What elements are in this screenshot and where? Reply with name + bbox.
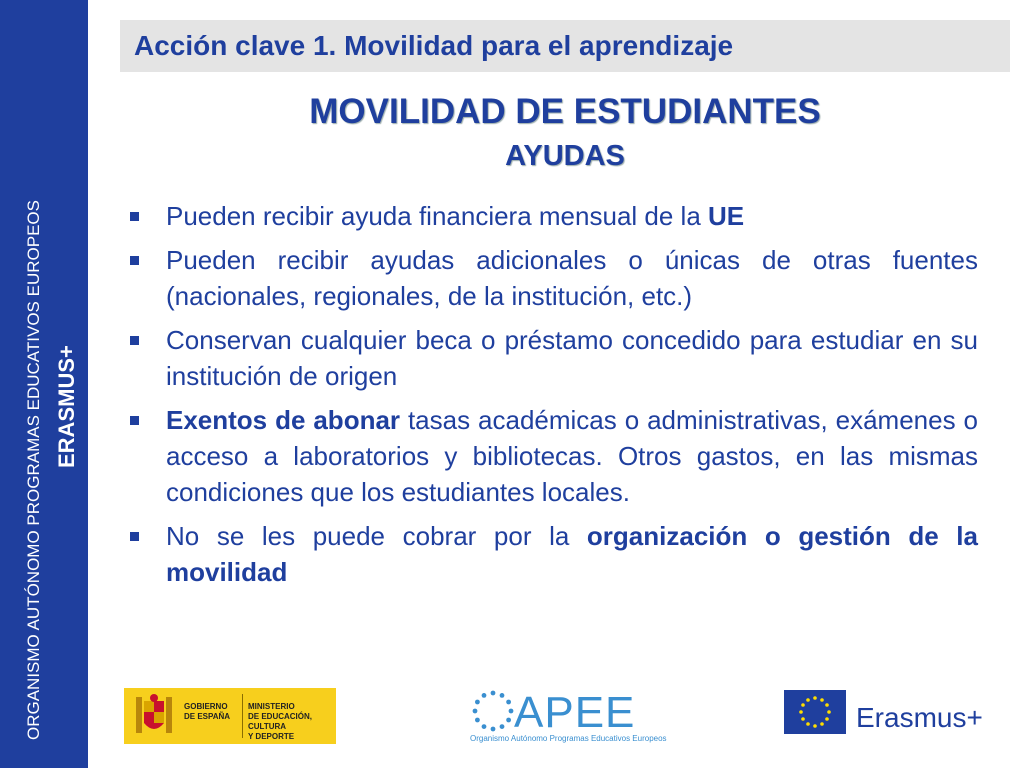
bullet-square-icon bbox=[130, 212, 139, 221]
main-title: MOVILIDAD DE ESTUDIANTES bbox=[309, 92, 821, 131]
header-bar bbox=[120, 20, 1010, 72]
bullet-item: Pueden recibir ayuda financiera mensual de la UE bbox=[128, 198, 978, 234]
eu-flag-icon bbox=[784, 690, 846, 734]
bullet-square-icon bbox=[130, 416, 139, 425]
gobierno-logo bbox=[124, 688, 336, 744]
coat-of-arms-icon bbox=[132, 693, 176, 739]
sidebar bbox=[0, 0, 88, 768]
bullet-square-icon bbox=[130, 256, 139, 265]
bullet-item: Exentos de abonar tasas académicas o administrativas, exámenes o acceso a laboratorios y bibliotecas. Otros gastos, en las mismas condiciones que los estudiantes locales. bbox=[128, 402, 978, 510]
apee-wordmark: APEE bbox=[514, 688, 636, 737]
ministerio-text: MINISTERIO DE EDUCACIÓN, CULTURA Y DEPORTE bbox=[248, 702, 313, 741]
erasmus-wordmark: Erasmus+ bbox=[856, 702, 983, 733]
gobierno-text: GOBIERNO DE ESPAÑA bbox=[184, 702, 231, 721]
bullet-list bbox=[128, 198, 978, 598]
apee-logo bbox=[470, 686, 670, 750]
sidebar-brand-text: ERASMUS+ bbox=[54, 345, 79, 468]
header-title: Acción clave 1. Movilidad para el aprendizaje bbox=[134, 30, 734, 61]
bullet-square-icon bbox=[130, 532, 139, 541]
sidebar-organization-text: ORGANISMO AUTÓNOMO PROGRAMAS EDUCATIVOS EUROPEOS bbox=[24, 200, 43, 740]
bullet-item: Conservan cualquier beca o préstamo concedido para estudiar en su institución de origen bbox=[128, 322, 978, 394]
erasmus-logo bbox=[784, 690, 1004, 746]
bullet-item: No se les puede cobrar por la organización o gestión de la movilidad bbox=[128, 518, 978, 590]
bullet-square-icon bbox=[130, 336, 139, 345]
logo-divider bbox=[242, 694, 243, 738]
main-subtitle: AYUDAS bbox=[505, 140, 625, 172]
star-ring-icon bbox=[472, 690, 514, 732]
apee-caption: Organismo Autónomo Programas Educativos Europeos bbox=[470, 734, 667, 743]
bullet-item: Pueden recibir ayudas adicionales o únicas de otras fuentes (nacionales, regionales, de la institución, etc.) bbox=[128, 242, 978, 314]
